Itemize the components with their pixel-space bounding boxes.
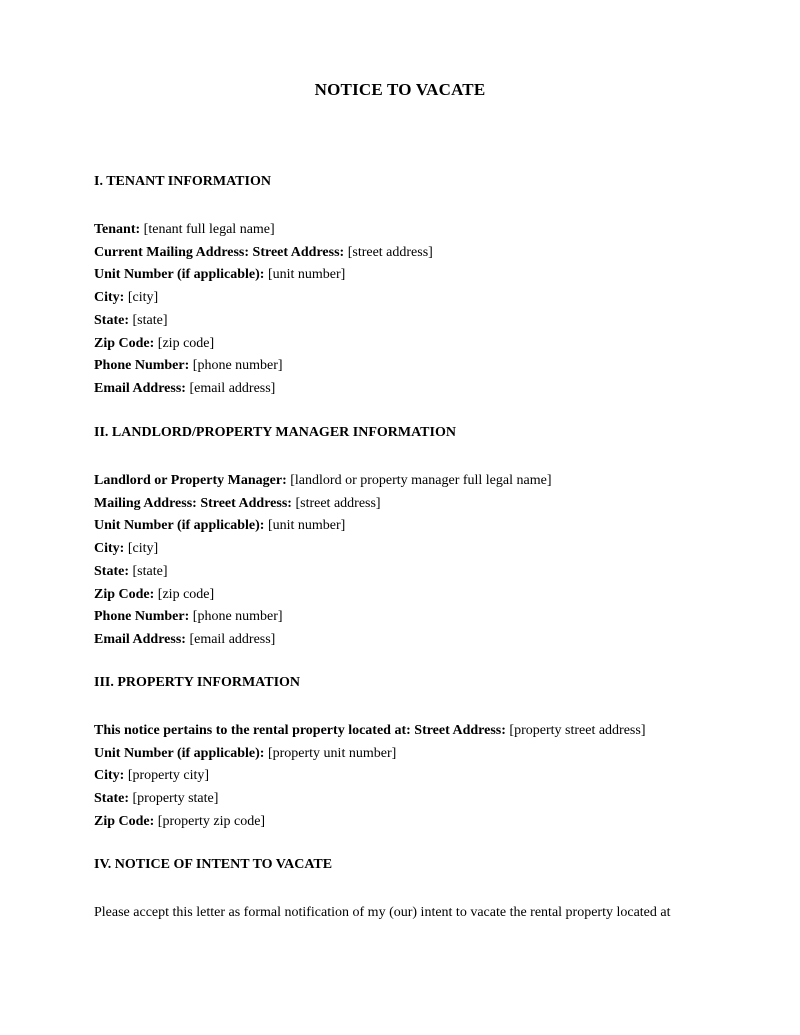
field-value: [zip code]	[157, 586, 215, 602]
section-heading: IV. NOTICE OF INTENT TO VACATE	[94, 857, 333, 872]
field-value: [property zip code]	[157, 813, 266, 829]
field-label: Zip Code:	[94, 813, 155, 829]
field-value: [landlord or property manager full legal name]	[290, 473, 552, 488]
field-label: City:	[94, 768, 125, 784]
field-value: [email address]	[189, 631, 276, 647]
field-property-zip-code	[94, 811, 714, 834]
section-heading: II. LANDLORD/PROPERTY MANAGER INFORMATION	[94, 425, 456, 440]
field-value: [property unit number]	[267, 745, 397, 761]
field-label: Current Mailing Address: Street Address:	[94, 244, 345, 260]
field-label: Zip Code:	[94, 586, 155, 602]
section-landlord-information	[94, 424, 714, 652]
field-list	[94, 219, 714, 401]
field-property-state	[94, 788, 714, 811]
field-label: City:	[94, 541, 125, 557]
field-value: [tenant full legal name]	[143, 222, 275, 237]
field-city	[94, 538, 714, 561]
field-label: State:	[94, 563, 129, 579]
field-label: State:	[94, 791, 129, 807]
field-value: [property street address]	[509, 723, 646, 738]
field-value: [unit number]	[267, 267, 346, 283]
field-label: Phone Number:	[94, 358, 190, 374]
field-label: Unit Number (if applicable):	[94, 518, 265, 534]
field-phone-number	[94, 355, 714, 378]
section-heading: I. TENANT INFORMATION	[94, 174, 271, 189]
field-value: [state]	[132, 563, 168, 579]
field-value: [street address]	[295, 495, 381, 511]
field-unit-number	[94, 515, 714, 538]
field-property-unit-number	[94, 743, 714, 766]
field-email-address	[94, 378, 714, 401]
field-label: Mailing Address: Street Address:	[94, 495, 292, 511]
field-label: City:	[94, 290, 125, 306]
field-email-address	[94, 629, 714, 652]
field-label: Email Address:	[94, 380, 186, 396]
field-list	[94, 470, 714, 652]
field-landlord	[94, 470, 714, 493]
field-label: State:	[94, 312, 129, 328]
field-label: Unit Number (if applicable):	[94, 745, 265, 761]
field-value: [city]	[127, 290, 159, 306]
field-value: [zip code]	[157, 335, 215, 351]
field-label: Zip Code:	[94, 335, 155, 351]
field-label: This notice pertains to the rental property located at: Street Address:	[94, 723, 506, 738]
section-property-information	[94, 674, 714, 834]
document-title: NOTICE TO VACATE	[314, 80, 486, 99]
field-label: Landlord or Property Manager:	[94, 473, 287, 488]
field-value: [unit number]	[267, 518, 346, 534]
field-property-street-address	[94, 720, 714, 743]
field-zip-code	[94, 333, 714, 356]
field-label: Tenant:	[94, 222, 141, 237]
field-value: [property city]	[127, 768, 210, 784]
field-street-address	[94, 242, 714, 265]
field-value: [city]	[127, 541, 159, 557]
field-street-address	[94, 493, 714, 516]
field-state	[94, 310, 714, 333]
field-list	[94, 720, 714, 834]
field-label: Unit Number (if applicable):	[94, 267, 265, 283]
field-label: Phone Number:	[94, 609, 190, 625]
field-phone-number	[94, 606, 714, 629]
field-property-city	[94, 765, 714, 788]
section-heading: III. PROPERTY INFORMATION	[94, 675, 301, 690]
section-notice-of-intent	[94, 856, 714, 924]
field-value: [phone number]	[192, 609, 283, 625]
field-unit-number	[94, 264, 714, 287]
notice-paragraph: Please accept this letter as formal notification of my (our) intent to vacate the rental property located at	[94, 905, 671, 920]
field-value: [email address]	[189, 380, 276, 396]
section-tenant-information	[94, 173, 714, 401]
field-state	[94, 561, 714, 584]
field-city	[94, 287, 714, 310]
field-value: [property state]	[132, 791, 219, 807]
field-value: [phone number]	[192, 358, 283, 374]
field-value: [state]	[132, 312, 168, 328]
field-zip-code	[94, 584, 714, 607]
field-label: Email Address:	[94, 631, 186, 647]
field-value: [street address]	[347, 244, 433, 260]
field-tenant	[94, 219, 714, 242]
